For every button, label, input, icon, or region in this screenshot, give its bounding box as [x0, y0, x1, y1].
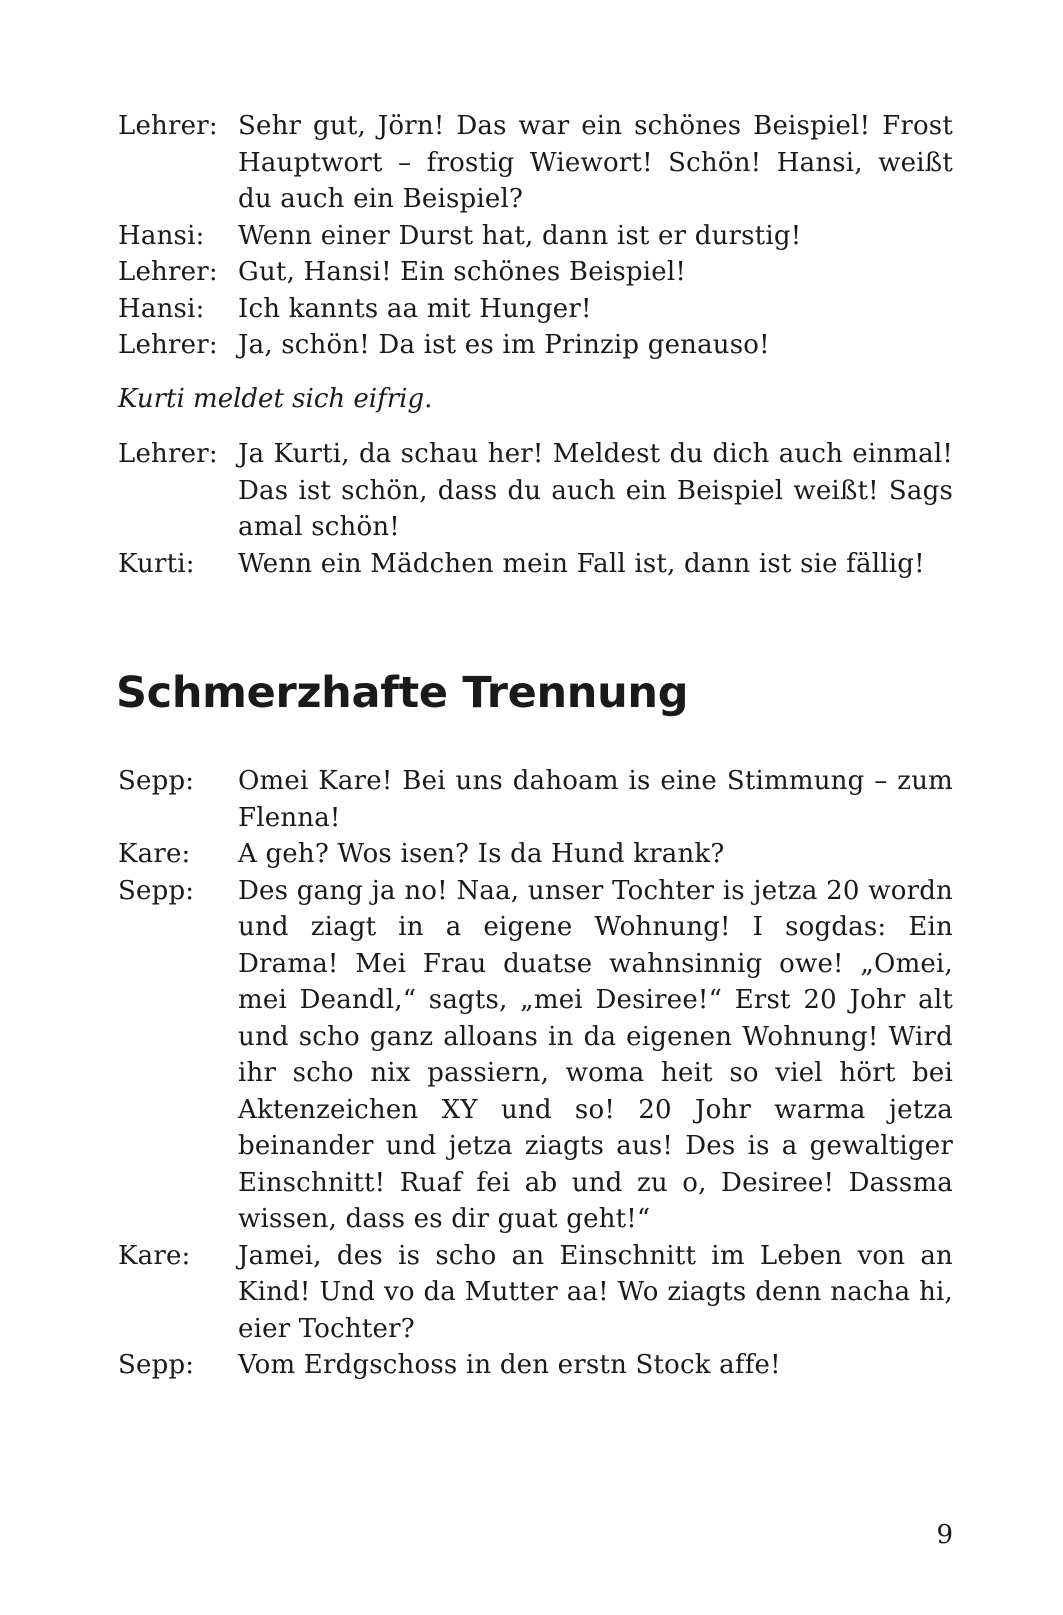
dialogue-line: [118, 108, 953, 218]
dialogue-text: Ich kannts aa mit Hunger!: [238, 293, 592, 324]
speaker-label: Kare:: [118, 839, 191, 869]
speaker-label: Sepp:: [118, 1350, 195, 1380]
dialogue-line: [118, 763, 953, 836]
dialogue-text: Wenn ein Mädchen mein Fall ist, dann ist sie fällig!: [238, 548, 925, 579]
dialogue-line: [118, 254, 953, 291]
dialogue-line: [118, 291, 953, 328]
dialogue-block-3: [118, 763, 953, 1384]
dialogue-text: Ja, schön! Da ist es im Prinzip genauso!: [238, 330, 770, 360]
speaker-label: Lehrer:: [118, 330, 218, 360]
dialogue-text: Ja Kurti, da schau her! Meldest du dich auch einmal! Das ist schön, dass du auch ein Beispiel weißt! Sags amal schön!: [238, 439, 953, 542]
dialogue-block-1: [118, 108, 953, 364]
section-title: Schmerzhafte Trennung: [116, 668, 689, 718]
speaker-label: Lehrer:: [118, 439, 218, 469]
speaker-label: Kare:: [118, 1240, 191, 1271]
speaker-label: Sepp:: [118, 766, 195, 796]
dialogue-line: [118, 218, 953, 255]
dialogue-text: Jamei, des is scho an Einschnitt im Leben von an Kind! Und vo da Mutter aa! Wo ziagts denn nacha hi, eier Tochter?: [238, 1240, 953, 1344]
dialogue-text: Wenn einer Durst hat, dann ist er durstig!: [238, 220, 802, 251]
dialogue-text: Vom Erdgschoss in den erstn Stock affe!: [238, 1350, 781, 1380]
page-number: 9: [936, 1520, 953, 1550]
speaker-label: Hansi:: [118, 220, 205, 251]
speaker-label: Hansi:: [118, 293, 205, 324]
dialogue-line: [118, 436, 953, 546]
dialogue-line: [118, 1347, 953, 1384]
dialogue-text: Sehr gut, Jörn! Das war ein schönes Beispiel! Frost Hauptwort – frostig Wiewort! Schön! Hansi, weißt du auch ein Beispiel?: [238, 111, 953, 214]
dialogue-line: [118, 836, 953, 873]
dialogue-block-2: [118, 436, 953, 582]
dialogue-line: [118, 1238, 953, 1348]
dialogue-text: Des gang ja no! Naa, unser Tochter is jetza 20 wordn und ziagt in a eigene Wohnung! I sogdas: Ein Drama! Mei Frau duatse wahnsinnig owe! „Omei, mei Deandl,“ sagts, „mei Desiree!“ Erst 20 Johr alt und scho ganz alloans in da eigenen Wohnung! Wird ihr scho nix passiern, woma heit so viel hört bei Aktenzeichen XY und so! 20 Johr warma jetza beinander und jetza ziagts aus! Des is a gewaltiger Einschnitt! Ruaf fei ab und zu o, Desiree! Dassma wissen, dass es dir guat geht!“: [238, 875, 953, 1234]
dialogue-line: [118, 873, 953, 1238]
dialogue-line: [118, 546, 953, 583]
dialogue-text: Gut, Hansi! Ein schönes Beispiel!: [238, 257, 686, 287]
dialogue-line: [118, 327, 953, 364]
dialogue-text: Omei Kare! Bei uns dahoam is eine Stimmung – zum Flenna!: [238, 766, 953, 833]
speaker-label: Lehrer:: [118, 257, 218, 287]
stage-direction: Kurti meldet sich eifrig.: [118, 384, 433, 414]
speaker-label: Lehrer:: [118, 111, 218, 141]
speaker-label: Kurti:: [118, 548, 195, 579]
dialogue-text: A geh? Wos isen? Is da Hund krank?: [238, 839, 725, 869]
speaker-label: Sepp:: [118, 875, 195, 906]
